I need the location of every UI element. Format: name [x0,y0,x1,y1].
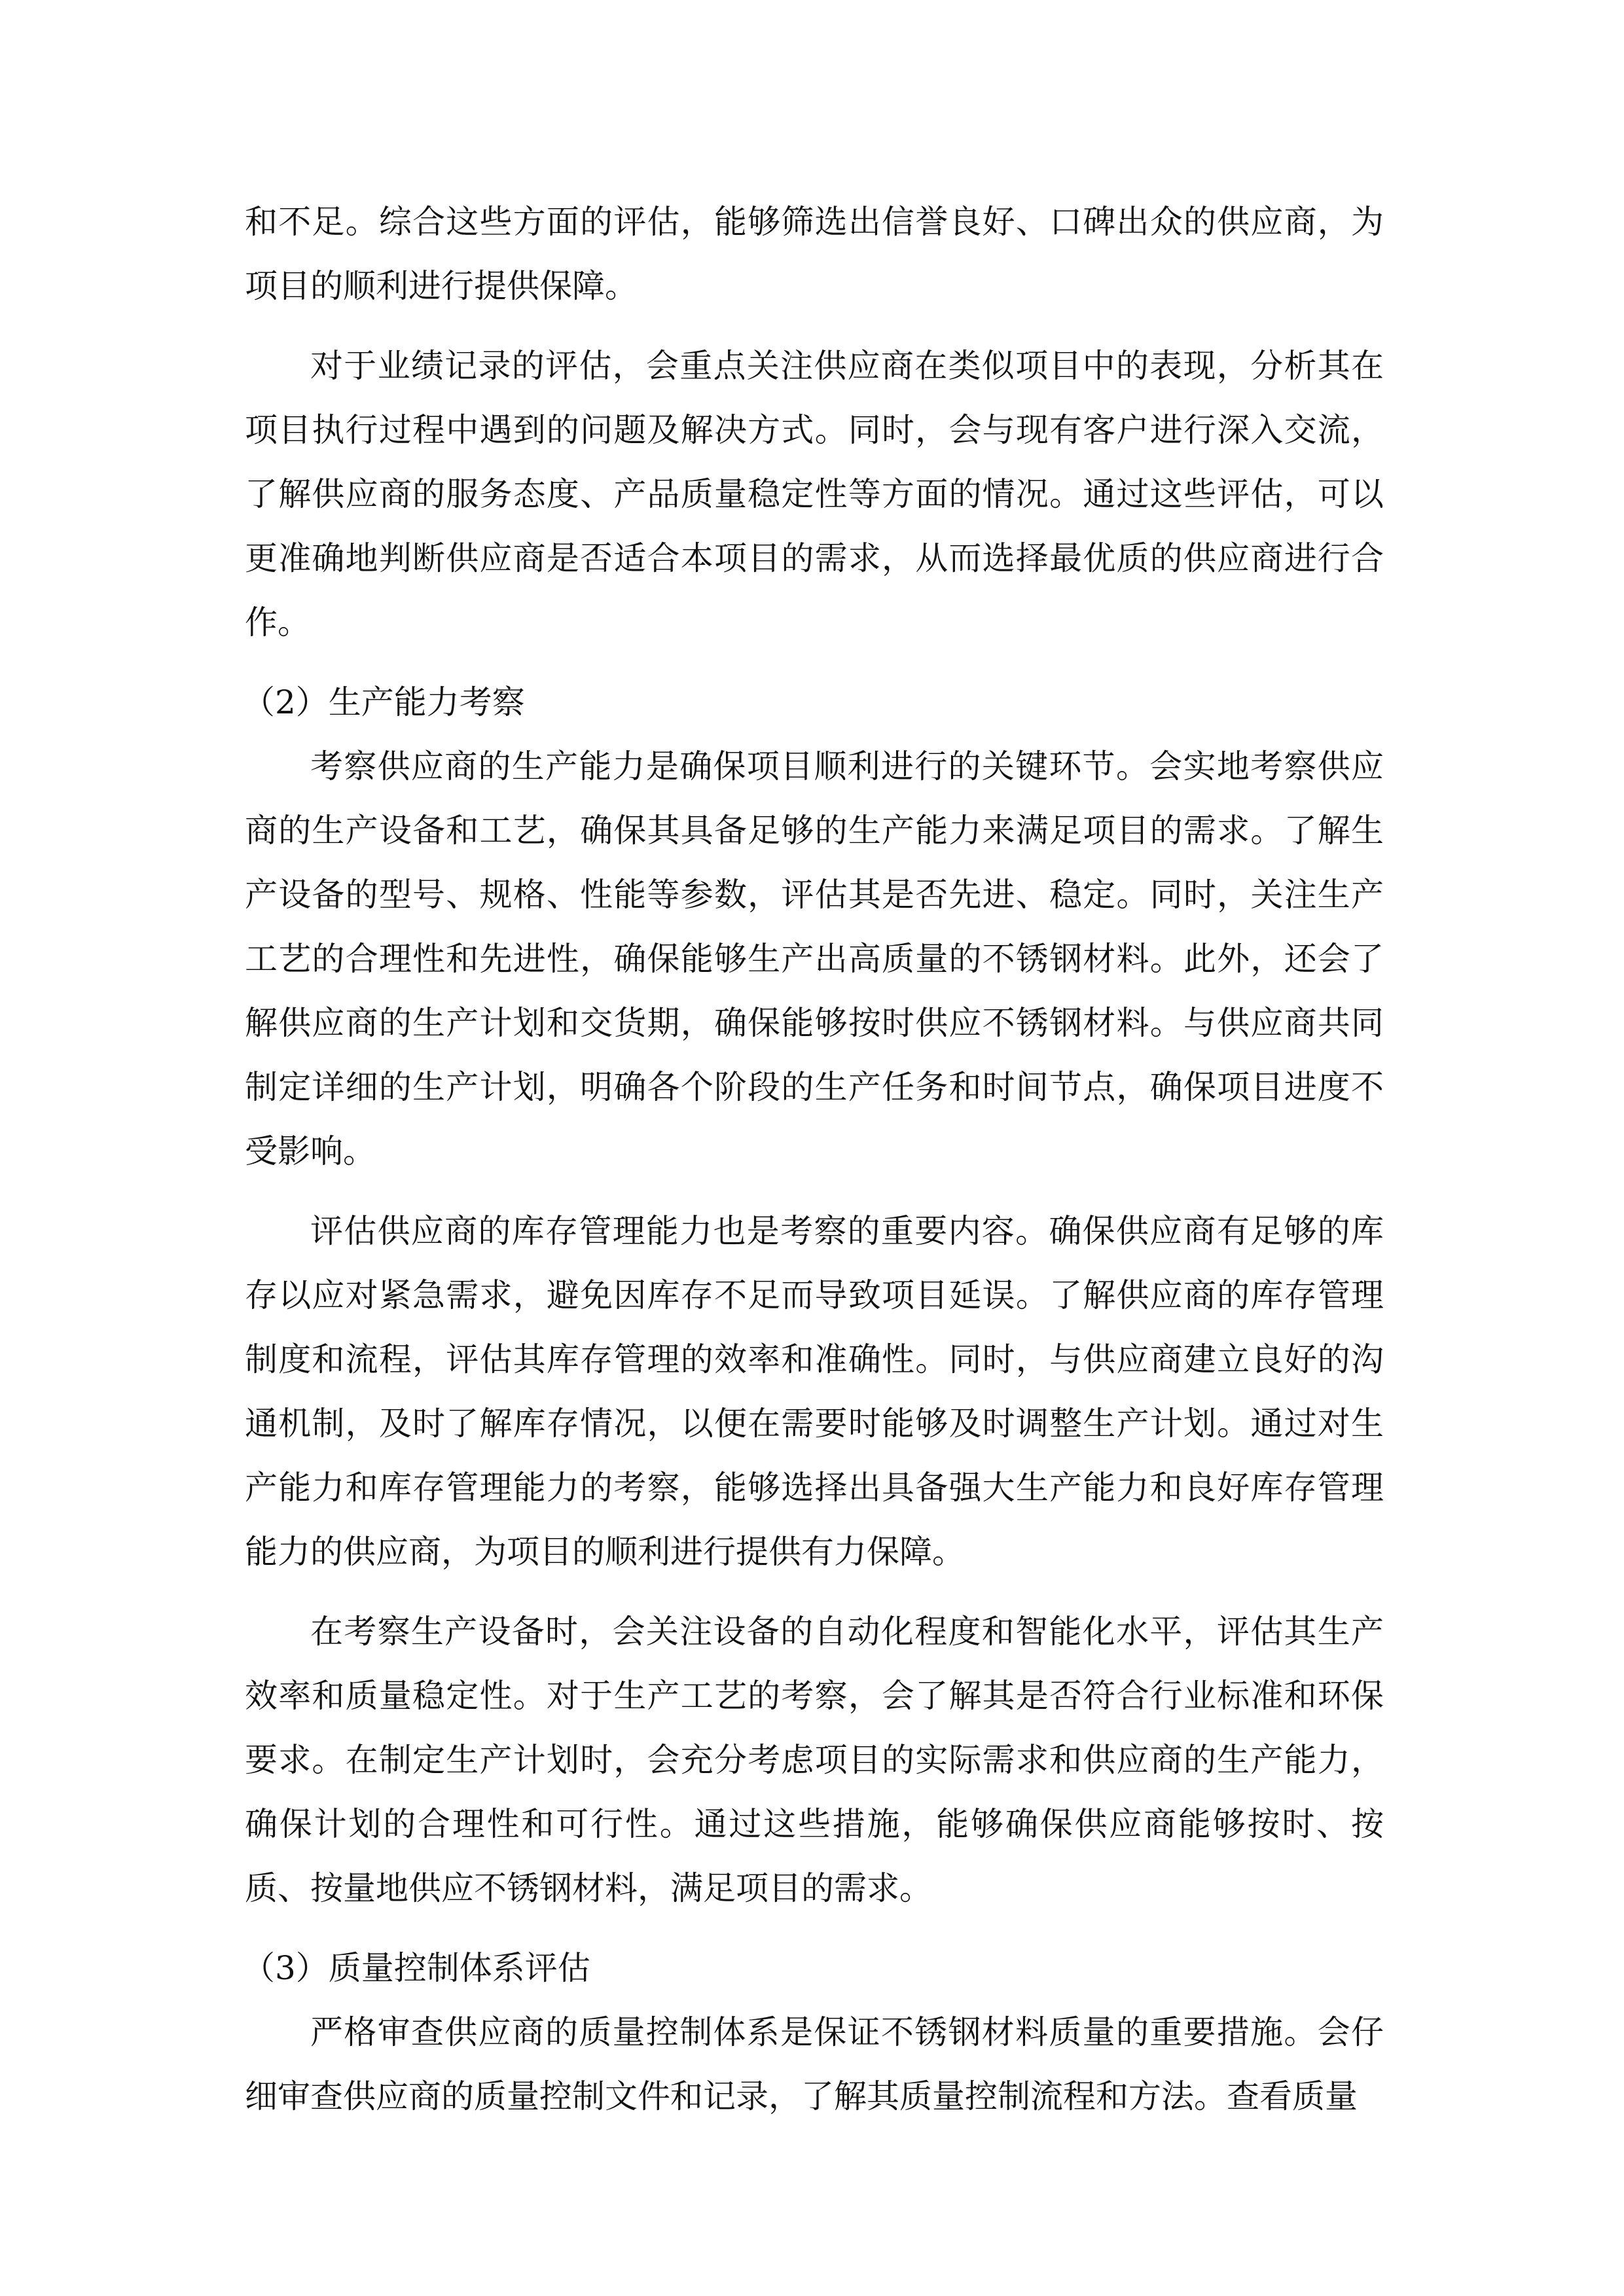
section-heading-quality-control: （3）质量控制体系评估 [242,1949,590,1987]
paragraph-continued: 和不足。综合这些方面的评估，能够筛选出信誉良好、口碑出众的供应商，为项目的顺利进行提供保障。 [245,203,1384,305]
paragraph-production-capacity: 考察供应商的生产能力是确保项目顺利进行的关键环节。会实地考察供应商的生产设备和工艺，确保其具备足够的生产能力来满足项目的需求。了解生产设备的型号、规格、性能等参数，评估其是否先进、稳定。同时，关注生产工艺的合理性和先进性，确保能够生产出高质量的不锈钢材料。此外，还会了解供应商的生产计划和交货期，确保能够按时供应不锈钢材料。与供应商共同制定详细的生产计划，明确各个阶段的生产任务和时间节点，确保项目进度不受影响。 [245,747,1384,1170]
paragraph-inventory-management: 评估供应商的库存管理能力也是考察的重要内容。确保供应商有足够的库存以应对紧急需求，避免因库存不足而导致项目延误。了解供应商的库存管理制度和流程，评估其库存管理的效率和准确性。同时，与供应商建立良好的沟通机制，及时了解库存情况，以便在需要时能够及时调整生产计划。通过对生产能力和库存管理能力的考察，能够选择出具备强大生产能力和良好库存管理能力的供应商，为项目的顺利进行提供有力保障。 [245,1212,1384,1571]
paragraph-quality-control: 严格审查供应商的质量控制体系是保证不锈钢材料质量的重要措施。会仔细审查供应商的质量控制文件和记录，了解其质量控制流程和方法。查看质量 [245,2013,1384,2115]
paragraph-performance-evaluation: 对于业绩记录的评估，会重点关注供应商在类似项目中的表现，分析其在项目执行过程中遇到的问题及解决方式。同时，会与现有客户进行深入交流，了解供应商的服务态度、产品质量稳定性等方面的情况。通过这些评估，可以更准确地判断供应商是否适合本项目的需求，从而选择最优质的供应商进行合作。 [245,347,1384,641]
paragraph-equipment-inspection: 在考察生产设备时，会关注设备的自动化程度和智能化水平，评估其生产效率和质量稳定性。对于生产工艺的考察，会了解其是否符合行业标准和环保要求。在制定生产计划时，会充分考虑项目的实际需求和供应商的生产能力，确保计划的合理性和可行性。通过这些措施，能够确保供应商能够按时、按质、按量地供应不锈钢材料，满足项目的需求。 [245,1613,1384,1907]
section-heading-production-capacity: （2）生产能力考察 [242,683,525,721]
document-body [242,190,1384,2144]
